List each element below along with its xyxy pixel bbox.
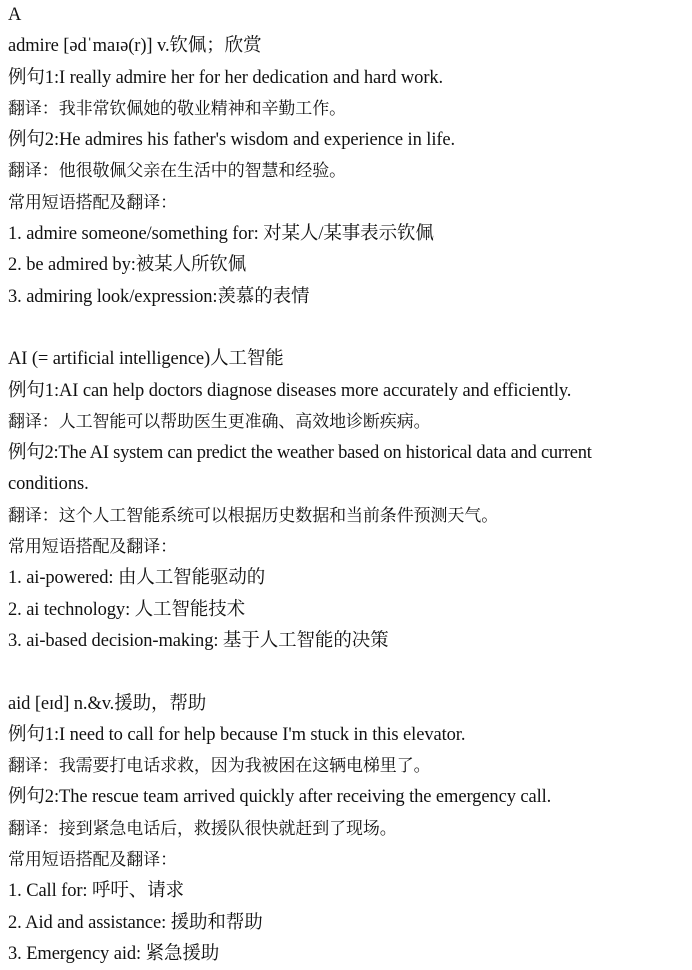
phrase-item: 3. admiring look/expression:羡慕的表情 (8, 286, 310, 307)
example-sentence-2: 例句2:The AI system can predict the weather based on historical data and current (8, 443, 592, 464)
example-sentence-2-continued: conditions. (8, 474, 89, 495)
entry-headword: AI (= artificial intelligence)人工智能 (8, 349, 284, 370)
entry-headword: admire [ədˈmaɪə(r)] v.钦佩；欣赏 (8, 36, 262, 57)
translation-2: 翻译：接到紧急电话后，救援队很快就赶到了现场。 (8, 818, 397, 839)
dictionary-page (8, 0, 692, 970)
entry-aid (8, 689, 692, 970)
entry-ai (8, 344, 692, 657)
entry-admire (8, 31, 692, 313)
entry-spacer (8, 313, 692, 344)
entry-spacer (8, 657, 692, 688)
example-sentence-1: 例句1:AI can help doctors diagnose diseases more accurately and efficiently. (8, 380, 572, 401)
phrase-item: 1. Call for: 呼吁、请求 (8, 881, 184, 902)
translation-2: 翻译：这个人工智能系统可以根据历史数据和当前条件预测天气。 (8, 505, 499, 526)
example-sentence-1: 例句1:I really admire her for her dedication and hard work. (8, 67, 444, 88)
translation-1: 翻译：我非常钦佩她的敬业精神和辛勤工作。 (8, 98, 346, 119)
section-letter: A (8, 5, 22, 25)
example-sentence-2: 例句2:He admires his father's wisdom and experience in life. (8, 130, 456, 151)
phrase-item: 3. ai-based decision-making: 基于人工智能的决策 (8, 630, 389, 651)
phrase-item: 2. ai technology: 人工智能技术 (8, 599, 246, 620)
phrase-item: 2. Aid and assistance: 援助和帮助 (8, 912, 263, 933)
phrases-heading: 常用短语搭配及翻译： (8, 537, 177, 558)
example-sentence-1: 例句1:I need to call for help because I'm stuck in this elevator. (8, 724, 466, 745)
phrase-item: 2. be admired by:被某人所钦佩 (8, 255, 247, 276)
phrase-item: 1. ai-powered: 由人工智能驱动的 (8, 568, 266, 589)
translation-1: 翻译：我需要打电话求救，因为我被困在这辆电梯里了。 (8, 756, 431, 777)
translation-1: 翻译：人工智能可以帮助医生更准确、高效地诊断疾病。 (8, 411, 431, 432)
phrases-heading: 常用短语搭配及翻译： (8, 850, 177, 871)
translation-2: 翻译：他很敬佩父亲在生活中的智慧和经验。 (8, 161, 346, 182)
phrase-item: 3. Emergency aid: 紧急援助 (8, 943, 220, 964)
phrase-item: 1. admire someone/something for: 对某人/某事表示钦佩 (8, 224, 434, 245)
entry-headword: aid [eɪd] n.&v.援助，帮助 (8, 693, 207, 714)
phrases-heading: 常用短语搭配及翻译： (8, 192, 177, 213)
example-sentence-2: 例句2:The rescue team arrived quickly after receiving the emergency call. (8, 787, 552, 808)
